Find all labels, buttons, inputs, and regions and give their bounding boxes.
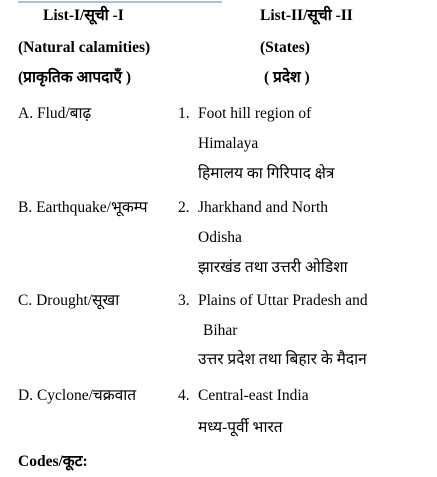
list2-item-3-hindi: उत्तर प्रदेश तथा बिहार के मैदान (198, 351, 367, 368)
list1-letter: C. (18, 292, 33, 309)
list2-item-3-line2: Bihar (203, 322, 238, 339)
list1-subtitle-en: (Natural calamities) (18, 39, 151, 56)
list1-subtitle-hi: (प्राकृतिक आपदाएँ ) (18, 69, 132, 86)
list2-item-4-line1: Central-east India (198, 387, 309, 404)
list1-item-b (18, 198, 148, 218)
list1-text: Earthquake/भूकम्प (36, 199, 148, 216)
list1-letter: B. (18, 199, 33, 216)
list2-item-2-line1: Jharkhand and North (198, 199, 328, 216)
list2-item-1-hindi: हिमालय का गिरिपाद क्षेत्र (198, 165, 335, 182)
list2-item-2-num: 2. (178, 199, 190, 216)
list1-title: List-I/सूची -I (43, 7, 124, 24)
list2-item-4-hindi: मध्य-पूर्वी भारत (198, 419, 283, 436)
list1-text: Flud/बाढ़ (36, 105, 92, 122)
top-rule (18, 1, 222, 3)
list1-item-d (18, 386, 136, 406)
list1-text: Drought/सूखा (36, 292, 120, 309)
list2-item-1-num: 1. (178, 105, 190, 122)
list2-item-1-line1: Foot hill region of (198, 105, 312, 122)
list2-item-1-line2: Himalaya (198, 135, 259, 152)
list1-letter: D. (18, 387, 34, 404)
list1-text: Cyclone/चक्रवात (36, 387, 137, 404)
list2-item-3-line1: Plains of Uttar Pradesh and (198, 292, 368, 309)
list2-subtitle-hi: ( प्रदेश ) (264, 69, 310, 86)
list2-item-3-num: 3. (178, 292, 190, 309)
list2-item-4-num: 4. (178, 387, 190, 404)
list2-subtitle-en: (States) (260, 39, 310, 56)
list1-item-c (18, 291, 119, 311)
codes-label: Codes/कूट: (18, 453, 88, 470)
list2-item-2-hindi: झारखंड तथा उत्तरी ओडिशा (198, 259, 348, 276)
list2-title: List-II/सूची -II (260, 7, 353, 24)
list1-letter: A. (18, 105, 34, 122)
list2-item-2-line2: Odisha (198, 229, 242, 246)
list1-item-a (18, 104, 91, 124)
